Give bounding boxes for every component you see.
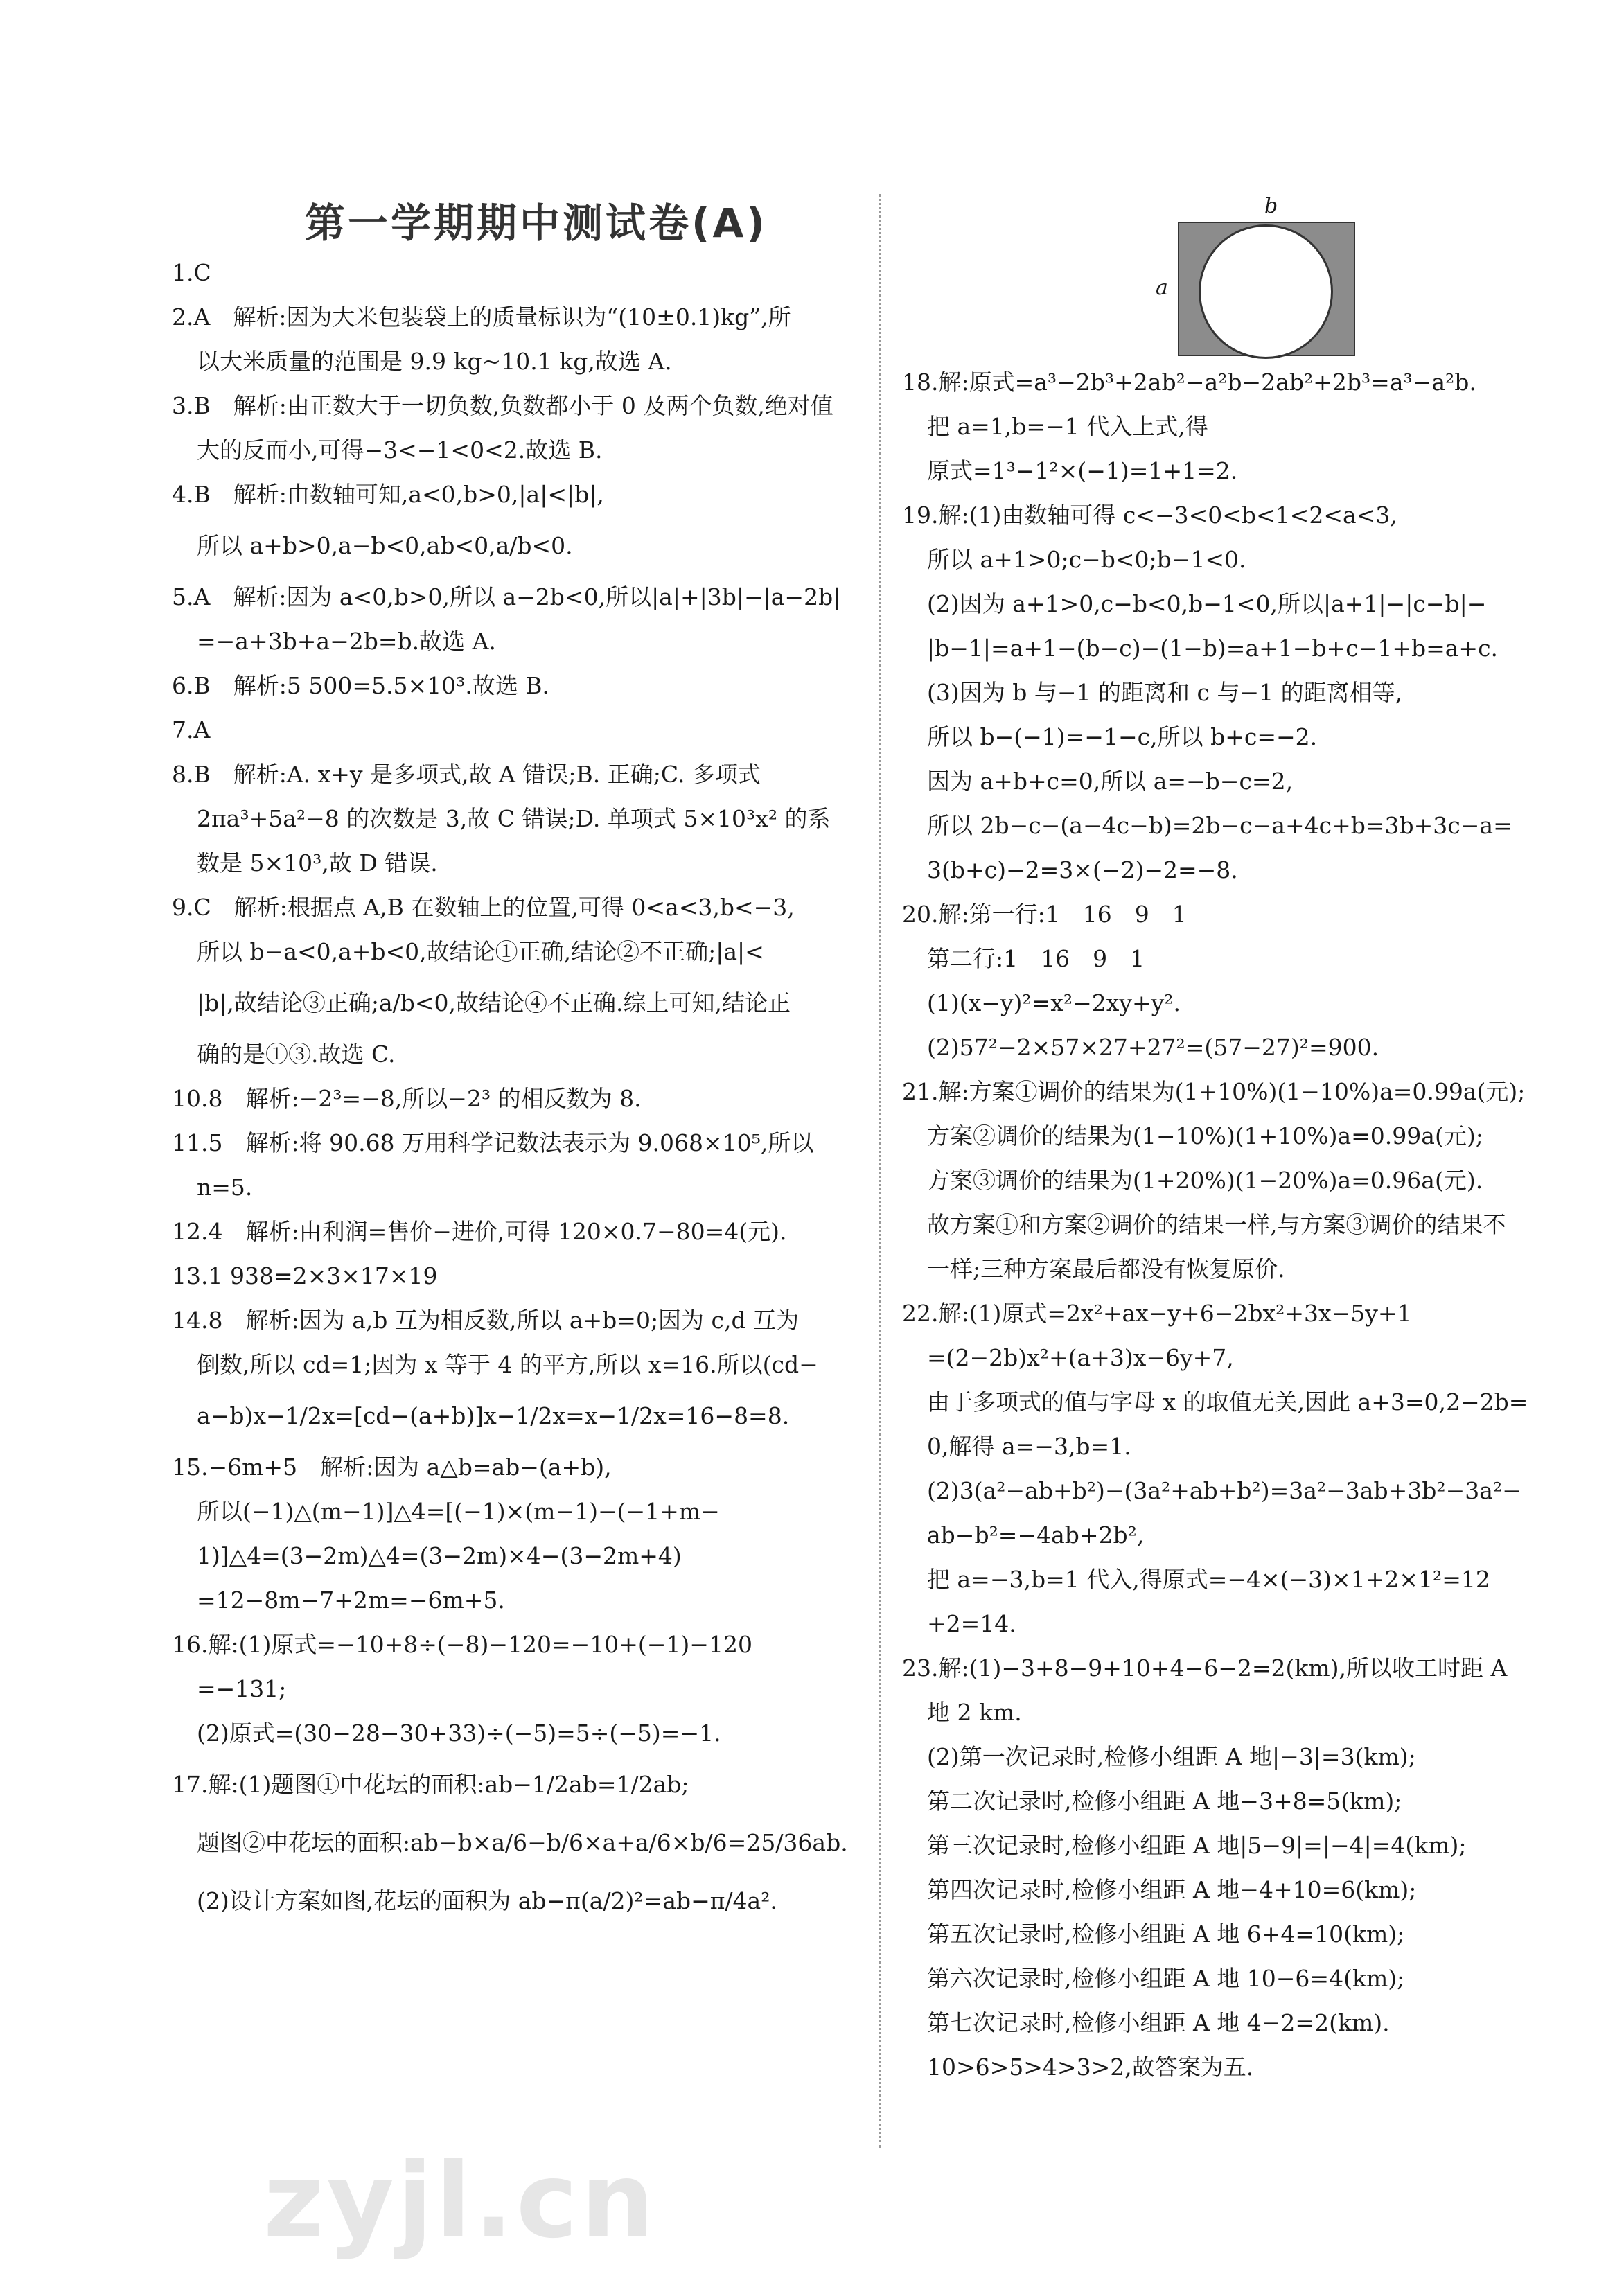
answer-line: 方案②调价的结果为(1−10%)(1+10%)a=0.99a(元); [927,1122,1483,1149]
answer-line: 所以 2b−c−(a−4c−b)=2b−c−a+4c+b=3b+3c−a= [927,812,1512,839]
answer-line: 1)]△4=(3−2m)△4=(3−2m)×4−(3−2m+4) [197,1542,682,1569]
figure-label-a: a [1156,276,1168,300]
answer-line: =12−8m−7+2m=−6m+5. [197,1587,505,1614]
answer-line: (2)因为 a+1>0,c−b<0,b−1<0,所以|a+1|−|c−b|− [927,590,1487,617]
answer-line: n=5. [197,1174,253,1201]
answer-line: 所以 b−(−1)=−1−c,所以 b+c=−2. [927,723,1318,750]
page-title: 第一学期期中测试卷(A) [305,200,768,247]
answer-line: 5.A 解析:因为 a<0,b>0,所以 a−2b<0,所以|a|+|3b|−|a−2b| [172,583,841,610]
answer-line: 第七次记录时,检修小组距 A 地 4−2=2(km). [927,2009,1390,2036]
answer-line: 10>6>5>4>3>2,故答案为五. [927,2054,1254,2081]
answer-line: 倒数,所以 cd=1;因为 x 等于 4 的平方,所以 x=16.所以(cd− [197,1351,818,1378]
answer-line: 9.C 解析:根据点 A,B 在数轴上的位置,可得 0<a<3,b<−3, [172,894,795,921]
answer-line: 20.解:第一行:1 16 9 1 [902,901,1187,928]
answer-line: 3.B 解析:由正数大于一切负数,负数都小于 0 及两个负数,绝对值 [172,392,833,419]
answer-line: 2.A 解析:因为大米包装袋上的质量标识为“(10±0.1)kg”,所 [172,303,791,330]
answer-line: 2πa³+5a²−8 的次数是 3,故 C 错误;D. 单项式 5×10³x² 的系 [197,805,831,832]
answer-line: 因为 a+b+c=0,所以 a=−b−c=2, [927,768,1294,795]
garden-figure [1150,194,1372,367]
answer-line: 10.8 解析:−2³=−8,所以−2³ 的相反数为 8. [172,1085,642,1112]
answer-line: a−b)x−1/2x=[cd−(a+b)]x−1/2x=x−1/2x=16−8=8. [197,1402,790,1429]
answer-line: 一样;三种方案最后都没有恢复原价. [927,1255,1285,1282]
answer-line: 确的是①③.故选 C. [197,1041,396,1068]
answer-line: 7.A [172,716,211,743]
answer-line: 19.解:(1)由数轴可得 c<−3<0<b<1<2<a<3, [902,502,1397,529]
answer-line: 4.B 解析:由数轴可知,a<0,b>0,|a|<|b|, [172,481,604,508]
answer-line: +2=14. [927,1610,1016,1637]
answer-line: 16.解:(1)原式=−10+8÷(−8)−120=−10+(−1)−120 [172,1631,752,1658]
answer-line: 故方案①和方案②调价的结果一样,与方案③调价的结果不 [927,1211,1506,1238]
answer-line: 地 2 km. [927,1699,1022,1726]
answer-line: 11.5 解析:将 90.68 万用科学记数法表示为 9.068×10⁵,所以 [172,1129,814,1156]
answer-line: 第五次记录时,检修小组距 A 地 6+4=10(km); [927,1921,1405,1948]
answer-line: (2)57²−2×57×27+27²=(57−27)²=900. [927,1034,1379,1061]
answer-line: 第六次记录时,检修小组距 A 地 10−6=4(km); [927,1965,1405,1992]
watermark: zyjl.cn [263,2141,657,2261]
answer-line: 1.C [172,259,211,286]
answer-line: 21.解:方案①调价的结果为(1+10%)(1−10%)a=0.99a(元); [902,1078,1526,1105]
answer-line: 17.解:(1)题图①中花坛的面积:ab−1/2ab=1/2ab; [172,1771,689,1798]
answer-line: =−a+3b+a−2b=b.故选 A. [197,628,496,655]
answer-line: ab−b²=−4ab+2b², [927,1521,1145,1549]
answer-line: (2)3(a²−ab+b²)−(3a²+ab+b²)=3a²−3ab+3b²−3a²− [927,1477,1521,1504]
answer-line: (3)因为 b 与−1 的距离和 c 与−1 的距离相等, [927,679,1403,706]
answer-line: 3(b+c)−2=3×(−2)−2=−8. [927,856,1238,883]
answer-line: 方案③调价的结果为(1+20%)(1−20%)a=0.96a(元). [927,1167,1483,1194]
answer-line: 所以(−1)△(m−1)]△4=[(−1)×(m−1)−(−1+m− [197,1498,720,1525]
answer-line: 18.解:原式=a³−2b³+2ab²−a²b−2ab²+2b³=a³−a²b. [902,369,1476,396]
answer-line: 数是 5×10³,故 D 错误. [197,849,438,876]
answer-line: 15.−6m+5 解析:因为 a△b=ab−(a+b), [172,1454,612,1481]
answer-line: 由于多项式的值与字母 x 的取值无关,因此 a+3=0,2−2b= [927,1388,1528,1415]
answer-line: 22.解:(1)原式=2x²+ax−y+6−2bx²+3x−5y+1 [902,1300,1412,1327]
answer-line: 第三次记录时,检修小组距 A 地|5−9|=|−4|=4(km); [927,1832,1467,1859]
answer-line: 大的反而小,可得−3<−1<0<2.故选 B. [197,436,603,464]
answer-line: 第二次记录时,检修小组距 A 地−3+8=5(km); [927,1788,1402,1815]
answer-line: 题图②中花坛的面积:ab−b×a/6−b/6×a+a/6×b/6=25/36ab. [197,1829,848,1856]
answer-line: 所以 b−a<0,a+b<0,故结论①正确,结论②不正确;|a|< [197,938,764,965]
answer-column-left [172,251,858,1930]
answer-line: (2)原式=(30−28−30+33)÷(−5)=5÷(−5)=−1. [197,1720,721,1747]
answer-line: 以大米质量的范围是 9.9 kg~10.1 kg,故选 A. [197,348,672,375]
answer-line: (2)第一次记录时,检修小组距 A 地|−3|=3(km); [927,1743,1416,1770]
figure-circle [1199,224,1333,359]
answer-line: 6.B 解析:5 500=5.5×10³.故选 B. [172,672,550,699]
answer-column-right [902,360,1588,2090]
answer-line: =(2−2b)x²+(a+3)x−6y+7, [927,1344,1234,1371]
answer-line: |b|,故结论③正确;a/b<0,故结论④不正确.综上可知,结论正 [197,989,791,1016]
answer-line: 原式=1³−1²×(−1)=1+1=2. [927,457,1238,484]
answer-line: 14.8 解析:因为 a,b 互为相反数,所以 a+b=0;因为 c,d 互为 [172,1307,800,1334]
answer-line: (2)设计方案如图,花坛的面积为 ab−π(a/2)²=ab−π/4a². [197,1887,777,1914]
answer-line: 0,解得 a=−3,b=1. [927,1433,1131,1460]
answer-line: (1)(x−y)²=x²−2xy+y². [927,989,1181,1016]
answer-line: =−131; [197,1675,287,1702]
answer-line: 8.B 解析:A. x+y 是多项式,故 A 错误;B. 正确;C. 多项式 [172,761,761,788]
answer-line: 把 a=1,b=−1 代入上式,得 [927,413,1208,440]
answer-line: 12.4 解析:由利润=售价−进价,可得 120×0.7−80=4(元). [172,1218,787,1245]
answer-line: 把 a=−3,b=1 代入,得原式=−4×(−3)×1+2×1²=12 [927,1566,1490,1593]
answer-line: 所以 a+1>0;c−b<0;b−1<0. [927,546,1246,573]
answer-line: 23.解:(1)−3+8−9+10+4−6−2=2(km),所以收工时距 A [902,1655,1508,1682]
figure-label-b: b [1264,194,1278,218]
answer-line: |b−1|=a+1−(b−c)−(1−b)=a+1−b+c−1+b=a+c. [927,635,1499,662]
column-divider [879,194,881,2148]
answer-line: 第二行:1 16 9 1 [927,945,1145,972]
answer-line: 13.1 938=2×3×17×19 [172,1262,438,1289]
answer-line: 所以 a+b>0,a−b<0,ab<0,a/b<0. [197,532,573,559]
answer-line: 第四次记录时,检修小组距 A 地−4+10=6(km); [927,1876,1417,1903]
